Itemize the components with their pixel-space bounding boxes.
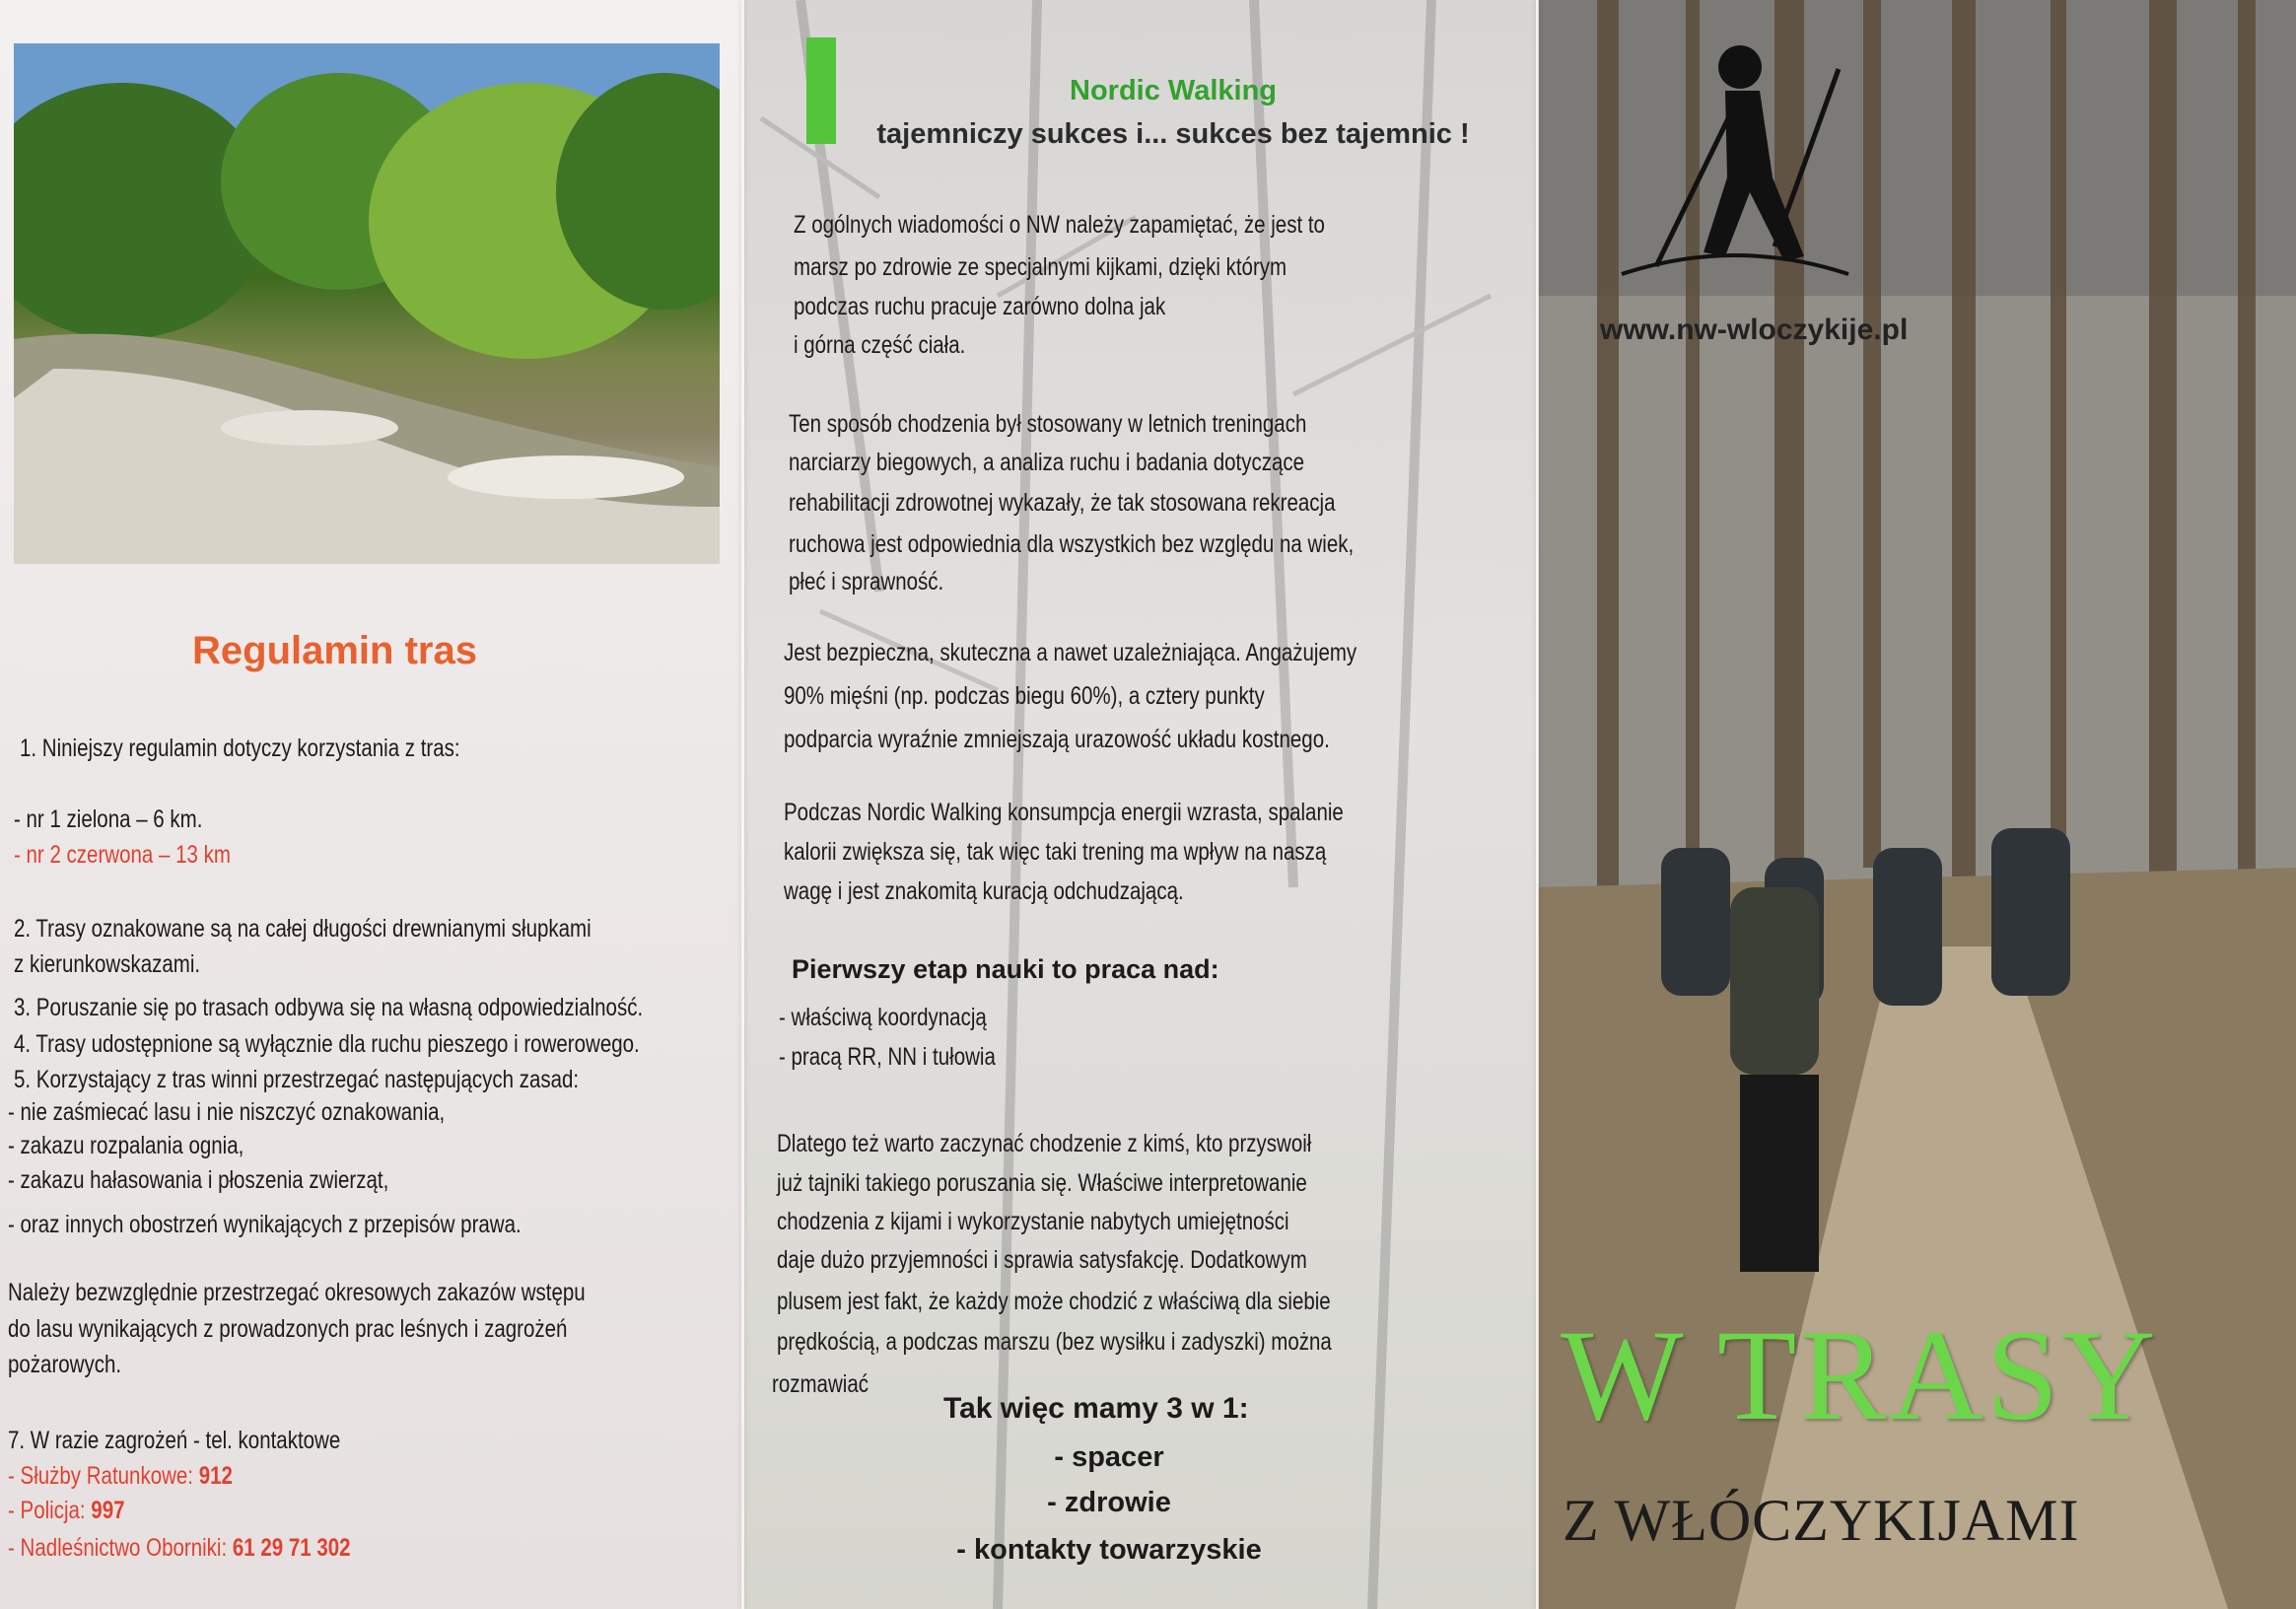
summary-item: - spacer	[1054, 1441, 1164, 1473]
para-line: daje dużo przyjemności i sprawia satysfakcję. Dodatkowym	[777, 1246, 1307, 1274]
green-accent-bar	[806, 37, 836, 144]
contact-number: 997	[91, 1497, 125, 1524]
route-green: - nr 1 zielona – 6 km.	[14, 805, 203, 833]
rule-line: - zakazu rozpalania ognia,	[8, 1132, 244, 1159]
contact-number: 912	[198, 1462, 233, 1490]
summary-item: - kontakty towarzyskie	[956, 1534, 1262, 1566]
para-line: podczas ruchu pracuje zarówno dolna jak	[794, 293, 1166, 320]
nw-subtitle: tajemniczy sukces i... sukces bez tajemnic !	[876, 118, 1470, 150]
para-line: płeć i sprawność.	[789, 568, 944, 595]
para-line: Podczas Nordic Walking konsumpcja energii wzrasta, spalanie	[784, 799, 1344, 826]
contact-number: 61 29 71 302	[232, 1534, 351, 1562]
para-line: rehabilitacji zdrowotnej wykazały, że tak stosowana rekreacja	[789, 489, 1336, 517]
stage-item: - właściwą koordynacją	[779, 1004, 987, 1031]
rules-intro: 1. Niniejszy regulamin dotyczy korzystania z tras:	[20, 735, 460, 762]
rule-line: - zakazu hałasowania i płoszenia zwierząt,	[8, 1166, 389, 1194]
para-line: 90% mięśni (np. podczas biegu 60%), a cztery punkty	[784, 682, 1265, 710]
notice-line: Należy bezwzględnie przestrzegać okresowych zakazów wstępu	[8, 1279, 586, 1306]
contact-label: - Nadleśnictwo Oborniki:	[8, 1534, 233, 1562]
para-line: i górna część ciała.	[794, 331, 966, 359]
rule-line: - oraz innych obostrzeń wynikających z przepisów prawa.	[8, 1211, 522, 1238]
para-line: chodzenia z kijami i wykorzystanie nabytych umiejętności	[777, 1208, 1289, 1235]
para-line: Jest bezpieczna, skuteczna a nawet uzależniająca. Angażujemy	[784, 639, 1357, 666]
para-line: wagę i jest znakomitą kuracją odchudzającą.	[784, 877, 1184, 905]
para-line: prędkością, a podczas marszu (bez wysiłku i zadyszki) można	[777, 1328, 1332, 1356]
rule-line: 2. Trasy oznakowane są na całej długości drewnianymi słupkami	[14, 915, 591, 943]
notice-line: do lasu wynikających z prowadzonych prac leśnych i zagrożeń	[8, 1315, 568, 1343]
para-line: kalorii zwiększa się, tak więc taki trening ma wpływ na naszą	[784, 838, 1327, 866]
para-line: plusem jest fakt, że każdy może chodzić z właściwą dla siebie	[777, 1288, 1331, 1315]
contact-line	[8, 1497, 125, 1525]
para-line: narciarzy biegowych, a analiza ruchu i badania dotyczące	[789, 449, 1305, 476]
contact-label: - Służby Ratunkowe:	[8, 1462, 199, 1490]
website-url: www.nw-wloczykije.pl	[1600, 314, 1909, 346]
rule-line: z kierunkowskazami.	[14, 950, 201, 978]
cover-subtitle: Z WŁÓCZYKIJAMI	[1563, 1488, 2080, 1553]
contact-line	[8, 1462, 233, 1491]
nw-title: Nordic Walking	[1070, 75, 1277, 106]
rules-title: Regulamin tras	[192, 629, 477, 672]
fold-line	[741, 0, 744, 1609]
para-line: Dlatego też warto zaczynać chodzenie z kimś, kto przyswoił	[777, 1130, 1312, 1157]
rule-line: 5. Korzystający z tras winni przestrzegać następujących zasad:	[14, 1066, 580, 1093]
nordic-walker-logo-icon	[1617, 30, 1853, 286]
route-red: - nr 2 czerwona – 13 km	[14, 841, 231, 869]
rule-line: 4. Trasy udostępnione są wyłącznie dla ruchu pieszego i rowerowego.	[14, 1030, 640, 1058]
river-photo	[14, 43, 720, 564]
rule-line: - nie zaśmiecać lasu i nie niszczyć oznakowania,	[8, 1098, 446, 1126]
stage-heading: Pierwszy etap nauki to praca nad:	[792, 954, 1219, 984]
summary-item: - zdrowie	[1047, 1487, 1171, 1518]
para-line: rozmawiać	[772, 1370, 869, 1398]
para-line: Ten sposób chodzenia był stosowany w letnich treningach	[789, 410, 1307, 438]
para-line: już tajniki takiego poruszania się. Właściwe interpretowanie	[777, 1169, 1307, 1197]
contact-heading: 7. W razie zagrożeń - tel. kontaktowe	[8, 1427, 341, 1454]
fold-line	[1536, 0, 1539, 1609]
contact-label: - Policja:	[8, 1497, 92, 1524]
notice-line: pożarowych.	[8, 1351, 122, 1378]
stage-item: - pracą RR, NN i tułowia	[779, 1043, 996, 1071]
para-line: podparcia wyraźnie zmniejszają urazowość układu kostnego.	[784, 726, 1330, 753]
rule-line: 3. Poruszanie się po trasach odbywa się na własną odpowiedzialność.	[14, 994, 644, 1021]
para-line: ruchowa jest odpowiednia dla wszystkich bez względu na wiek,	[789, 530, 1355, 558]
contact-line	[8, 1534, 351, 1563]
summary-heading: Tak więc mamy 3 w 1:	[943, 1392, 1249, 1425]
para-line: Z ogólnych wiadomości o NW należy zapamiętać, że jest to	[794, 211, 1325, 239]
para-line: marsz po zdrowie ze specjalnymi kijkami, dzięki którym	[794, 253, 1287, 281]
left-panel	[0, 0, 741, 1609]
cover-title: W TRASY	[1561, 1302, 2159, 1447]
